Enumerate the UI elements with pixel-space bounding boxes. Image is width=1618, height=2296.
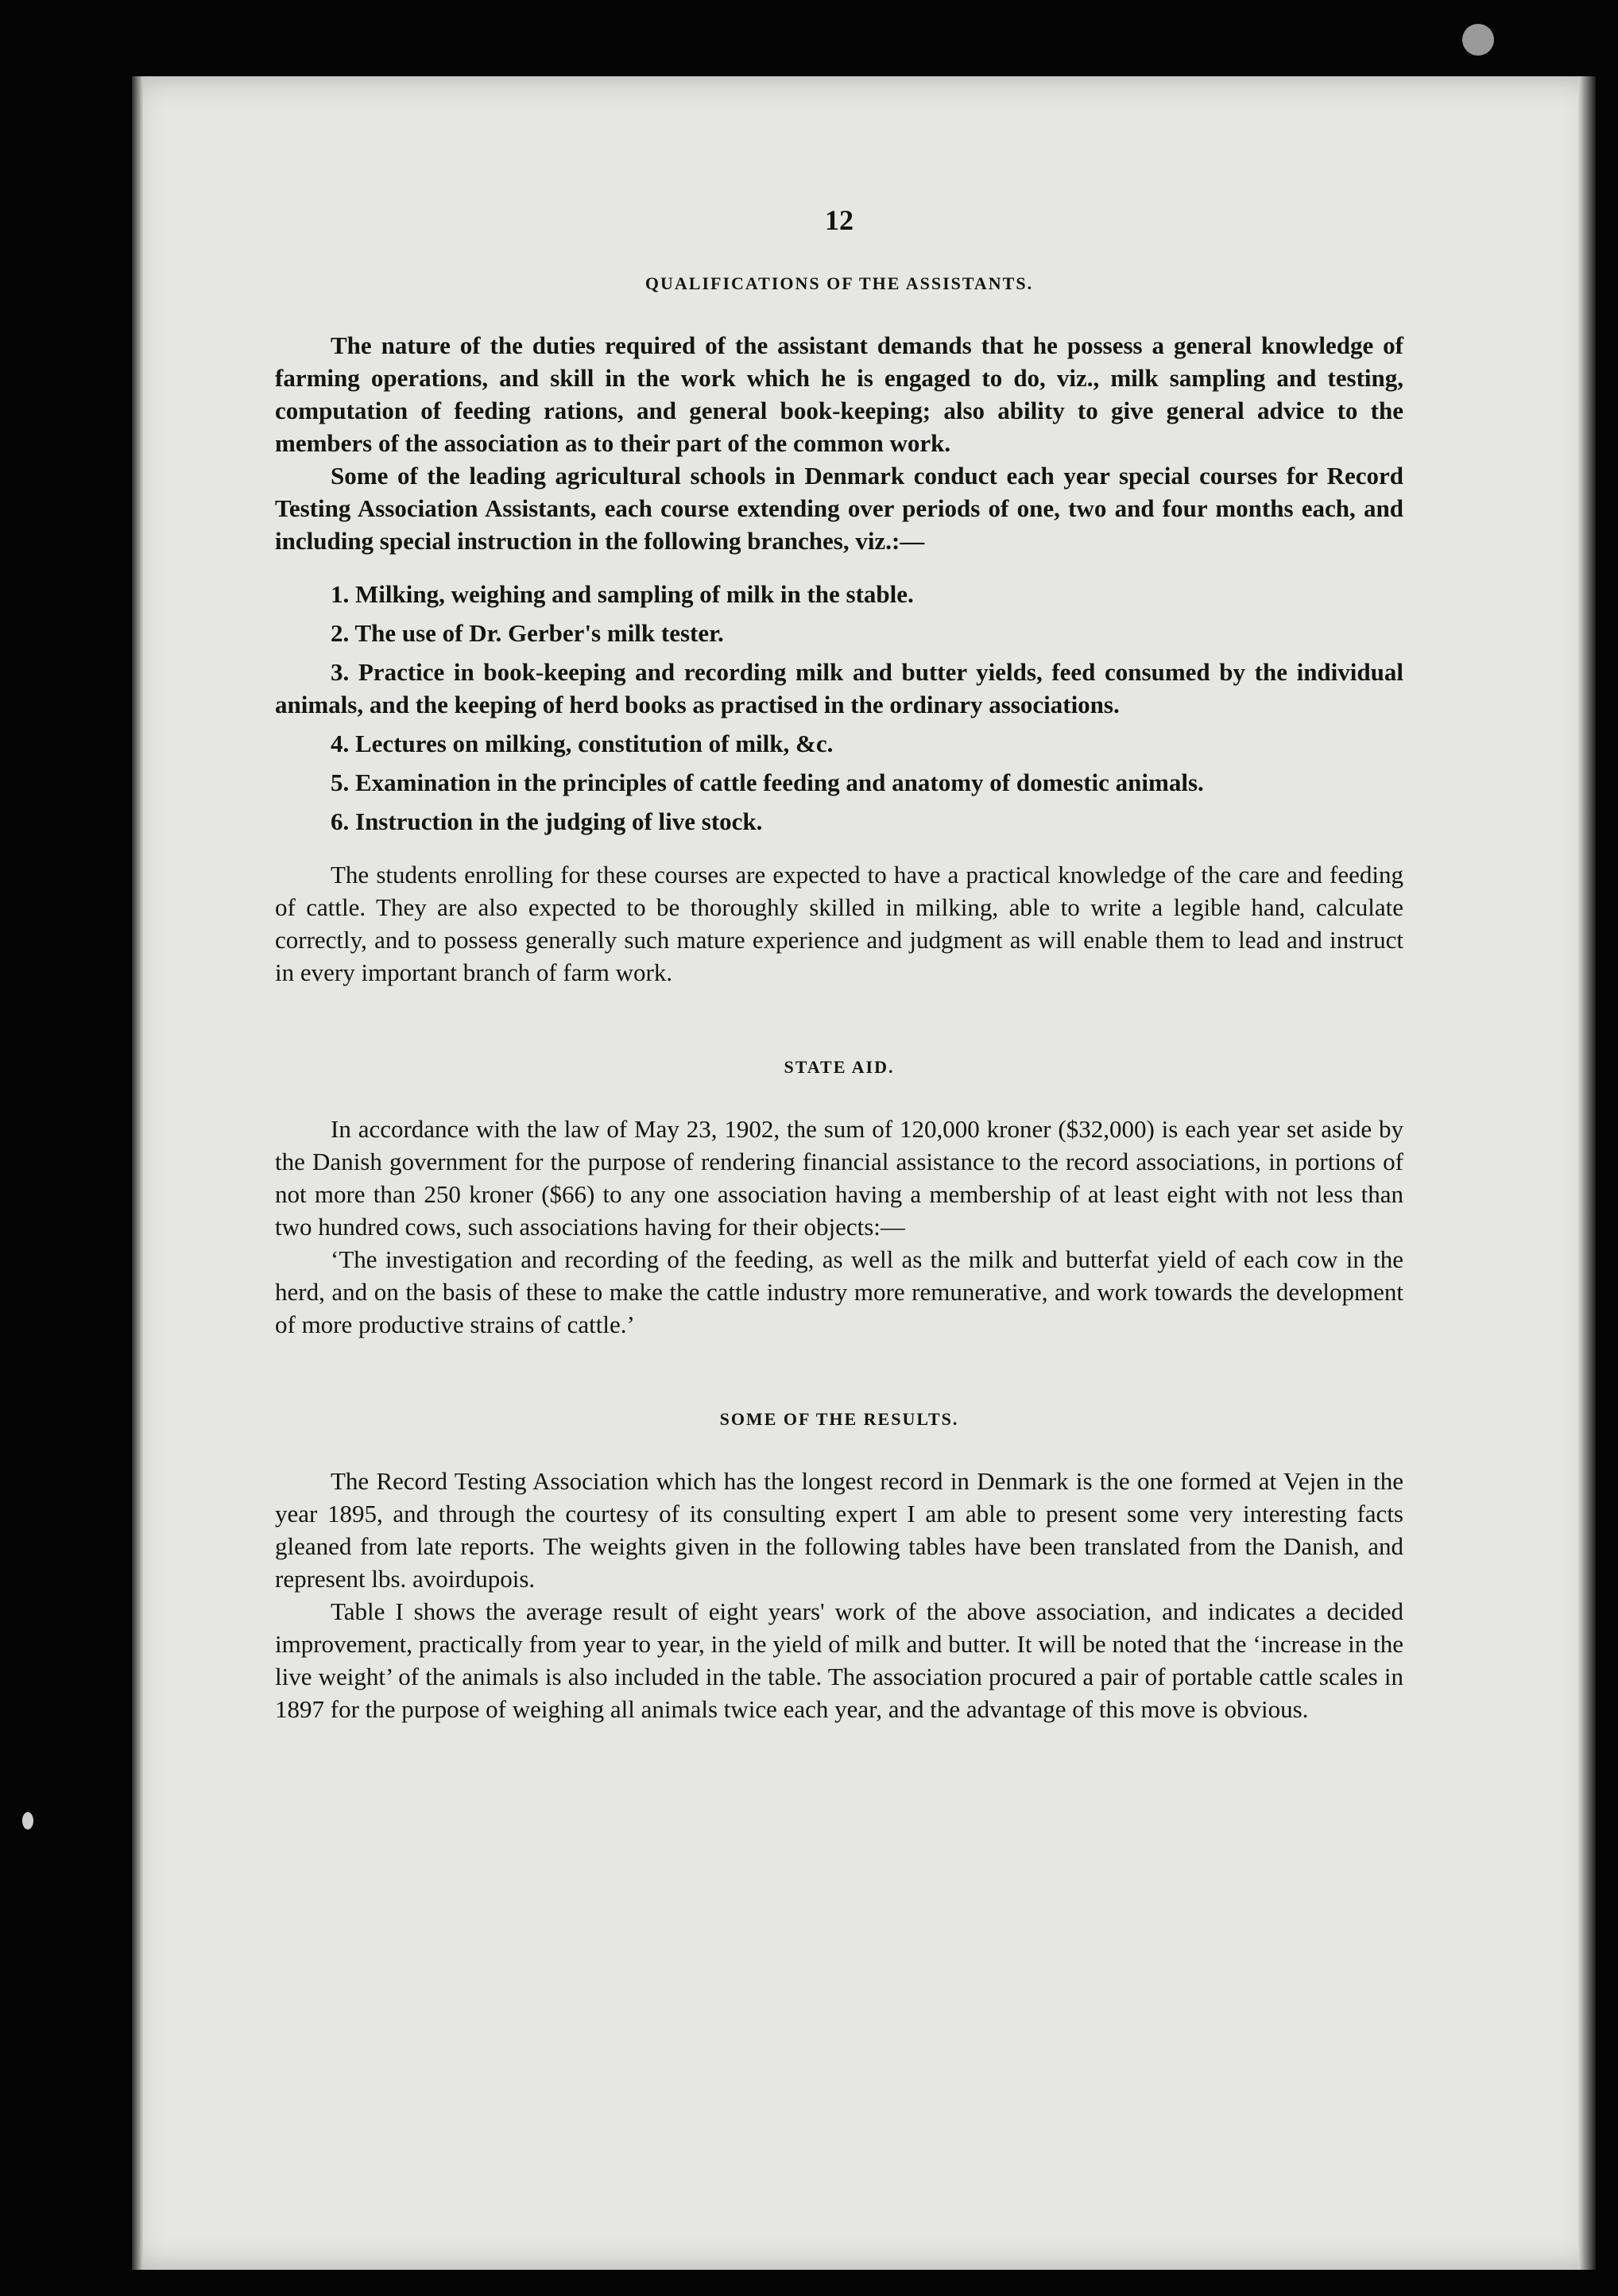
list-item: 1. Milking, weighing and sampling of milk in the stable.: [331, 580, 914, 608]
course-branches-list: [275, 578, 1403, 838]
page-edge-left: [132, 76, 143, 2270]
list-item: 5. Examination in the principles of cattle feeding and anatomy of domestic animals.: [331, 769, 1204, 796]
results-paragraph-1: The Record Testing Association which has the longest record in Denmark is the one formed at Vejen in the year 1895, and through the courtesy of its consulting expert I am able to present some very interesting facts gleaned from late reports. The weights given in the following tables have been translated from the Danish, and represent lbs. avoirdupois.: [275, 1467, 1403, 1593]
section-heading-results: SOME OF THE RESULTS.: [719, 1409, 959, 1429]
results-paragraph-2: Table I shows the average result of eight years' work of the above association, and indicates a decided improvement, practically from year to year, in the yield of milk and butter. It will be noted that the ‘increase in the live weight’ of the animals is also included in the table. The association procured a pair of portable cattle scales in 1897 for the purpose of weighing all animals twice each year, and the advantage of this move is obvious.: [275, 1597, 1403, 1723]
scan-artifact-speck: [22, 1812, 33, 1829]
qualifications-paragraph-1: The nature of the duties required of the assistant demands that he possess a general knowledge of farming operations, and skill in the work which he is engaged to do, viz., milk sampling and testing, computation of feeding rations, and general book-keeping; also ability to give general advice to the members of the association as to their part of the common work.: [275, 331, 1403, 457]
list-item: 6. Instruction in the judging of live stock.: [331, 807, 763, 835]
state-aid-paragraph-2: ‘The investigation and recording of the feeding, as well as the milk and butterfat yield of each cow in the herd, and on the basis of these to make the cattle industry more remunerative, and work towards the development of more productive strains of cattle.’: [275, 1245, 1403, 1338]
qualifications-paragraph-3: The students enrolling for these courses are expected to have a practical knowledge of the care and feeding of cattle. They are also expected to be thoroughly skilled in milking, able to write a legible hand, calculate correctly, and to possess generally such mature experience and judgment as will enable them to lead and instruct in every important branch of farm work.: [275, 861, 1403, 986]
section-heading-qualifications: QUALIFICATIONS OF THE ASSISTANTS.: [644, 273, 1034, 293]
section-heading-state-aid: STATE AID.: [784, 1057, 895, 1077]
qualifications-paragraph-2: Some of the leading agricultural schools in Denmark conduct each year special courses for Record Testing Association Assistants, each course extending over periods of one, two and four months each, and including special instruction in the following branches, viz.:—: [275, 462, 1403, 555]
list-item: 4. Lectures on milking, constitution of milk, &c.: [331, 730, 834, 757]
page-content: [275, 203, 1403, 1725]
page-edge-right: [1578, 76, 1596, 2270]
scan-artifact-speck: [1462, 24, 1494, 56]
list-item: 3. Practice in book-keeping and recording milk and butter yields, feed consumed by the individual animals, and the keeping of herd books as practised in the ordinary associations.: [275, 658, 1403, 718]
document-page: [132, 76, 1596, 2270]
page-number: 12: [825, 204, 854, 236]
list-item: 2. The use of Dr. Gerber's milk tester.: [331, 619, 724, 647]
state-aid-paragraph-1: In accordance with the law of May 23, 1902, the sum of 120,000 kroner ($32,000) is each year set aside by the Danish government for the purpose of rendering financial assistance to the record associations, in portions of not more than 250 kroner ($66) to any one association having a membership of at least eight with not less than two hundred cows, such associations having for their objects:—: [275, 1115, 1403, 1241]
